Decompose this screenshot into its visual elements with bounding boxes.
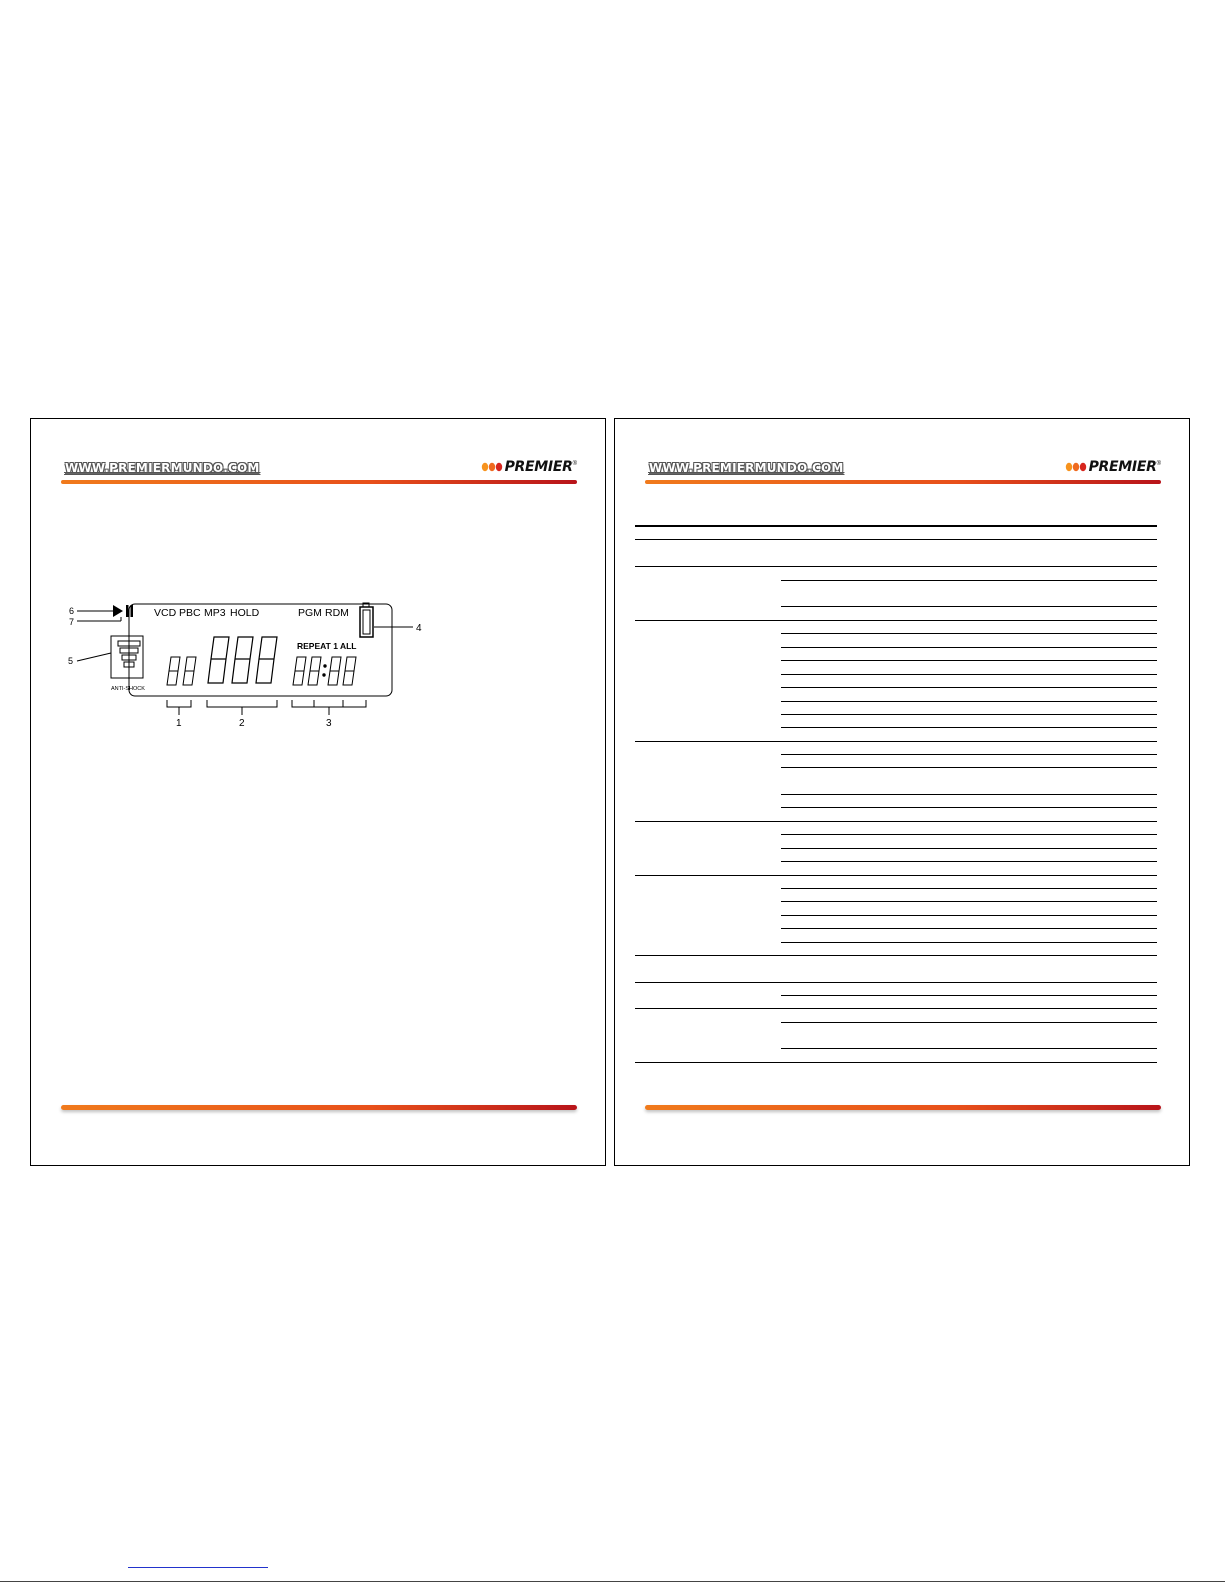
table-rule — [635, 566, 1157, 567]
table-rule — [635, 741, 1157, 742]
lcd-display-diagram — [61, 599, 451, 734]
footer-bar — [645, 1105, 1161, 1110]
table-rule — [781, 861, 1157, 862]
table-rule — [781, 848, 1157, 849]
mp3-indicator: MP3 — [204, 607, 226, 619]
hold-indicator: HOLD — [230, 607, 260, 619]
table-rule — [781, 687, 1157, 688]
footer-link-underline[interactable] — [128, 1567, 268, 1568]
table-rule — [635, 620, 1157, 621]
brand-name: PREMIER — [1088, 459, 1157, 475]
table-rule — [635, 875, 1157, 876]
main-digits — [208, 637, 277, 683]
table-rule — [781, 794, 1157, 795]
pgm-indicator: PGM — [298, 607, 322, 619]
header-bar — [645, 480, 1161, 484]
table-rule — [781, 834, 1157, 835]
table-rule — [781, 647, 1157, 648]
table-rule — [635, 955, 1157, 956]
table-rule — [781, 888, 1157, 889]
table-rule — [781, 901, 1157, 902]
anti-shock-icon — [111, 636, 143, 678]
anti-shock-label: ANTI-SHOCK — [111, 686, 145, 692]
track-digits — [167, 657, 196, 685]
table-rule — [781, 807, 1157, 808]
table-rule — [635, 1062, 1157, 1063]
registered-mark: ® — [572, 461, 577, 467]
table-rule — [781, 1048, 1157, 1049]
page-header — [645, 461, 1161, 491]
table-rule — [781, 633, 1157, 634]
table-rule — [635, 1008, 1157, 1009]
table-rule — [781, 714, 1157, 715]
table-rule — [781, 606, 1157, 607]
battery-icon — [360, 603, 373, 637]
callout-2: 2 — [239, 718, 245, 729]
pbc-indicator: PBC — [179, 607, 201, 619]
header-bar — [61, 480, 577, 484]
table-rule — [781, 727, 1157, 728]
table-rule — [781, 995, 1157, 996]
website-link[interactable]: WWW.PREMIERMUNDO.COM — [65, 461, 260, 475]
table-rule — [781, 754, 1157, 755]
callout-3: 3 — [326, 718, 332, 729]
table-rule — [781, 701, 1157, 702]
table-rule — [781, 674, 1157, 675]
callout-4: 4 — [416, 623, 422, 634]
table-rule — [635, 982, 1157, 983]
callout-1: 1 — [176, 718, 182, 729]
right-page — [614, 418, 1190, 1166]
table-rule — [781, 1022, 1157, 1023]
bottom-divider — [0, 1581, 1225, 1582]
brand-logo — [1065, 459, 1161, 475]
table-rule — [781, 915, 1157, 916]
table-rule — [781, 942, 1157, 943]
table-rule — [635, 821, 1157, 822]
table-rule — [781, 660, 1157, 661]
logo-dots-icon — [481, 462, 503, 472]
registered-mark: ® — [1156, 461, 1161, 467]
repeat-indicator: REPEAT 1 ALL — [297, 641, 357, 651]
table-rule — [781, 767, 1157, 768]
page-header — [61, 461, 577, 491]
footer-bar — [61, 1105, 577, 1110]
callout-5: 5 — [68, 656, 74, 666]
website-link[interactable]: WWW.PREMIERMUNDO.COM — [649, 461, 844, 475]
vcd-indicator: VCD — [154, 607, 177, 619]
time-digits — [293, 657, 356, 685]
table-rule — [635, 539, 1157, 540]
table-rule — [635, 525, 1157, 527]
logo-dots-icon — [1065, 462, 1087, 472]
left-page — [30, 418, 606, 1166]
callout-7: 7 — [69, 617, 75, 627]
rdm-indicator: RDM — [325, 607, 349, 619]
callout-6: 6 — [69, 606, 75, 616]
table-rule — [781, 928, 1157, 929]
table-rule — [781, 580, 1157, 581]
brand-name: PREMIER — [504, 459, 573, 475]
brand-logo — [481, 459, 577, 475]
